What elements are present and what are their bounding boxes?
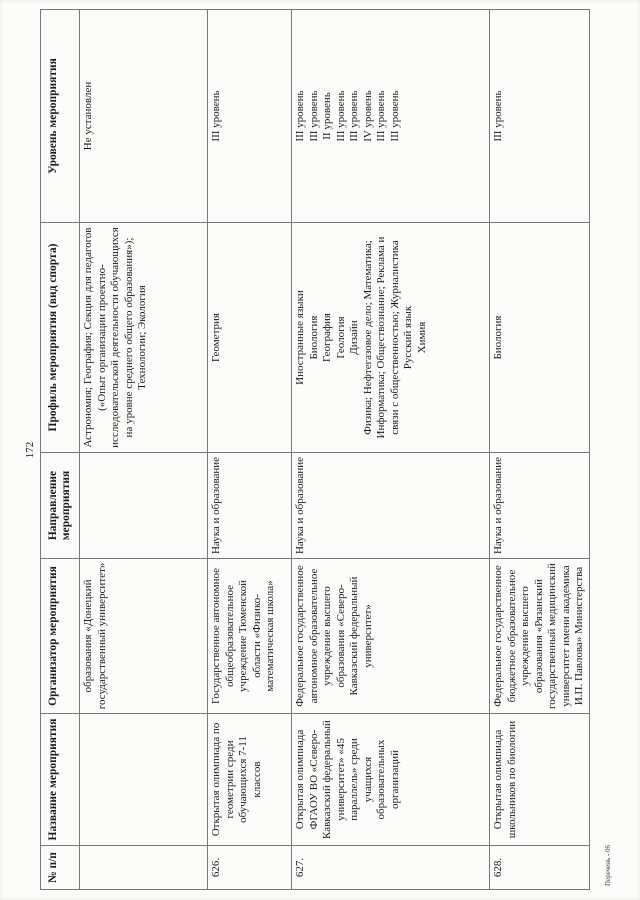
header-level: Уровень мероприятия: [41, 10, 80, 223]
level-item: IV уровень: [361, 90, 374, 142]
profile-item: Иностранные языки: [294, 290, 306, 385]
level-item: III уровень: [388, 90, 401, 142]
cell-name: Открытая олимпиада школьников по биологии: [490, 714, 590, 846]
cell-level: [208, 10, 292, 223]
profile-item: Дизайн: [348, 320, 360, 355]
level-item: III уровень: [348, 90, 360, 142]
table-body: [80, 10, 590, 890]
cell-num: 628.: [490, 846, 590, 890]
level-item: II уровень: [321, 92, 333, 140]
level-item: III уровень: [294, 90, 306, 142]
cell-profile: [292, 223, 490, 453]
header-organizer: Организатор мероприятия: [41, 559, 80, 714]
profile-item: Биология: [307, 315, 320, 360]
cell-num: 627.: [292, 846, 490, 890]
profile-item: Геометрия: [210, 313, 222, 362]
page-number: 172: [24, 441, 36, 459]
header-name: Название мероприятия: [41, 714, 80, 846]
level-item: III уровень: [307, 90, 320, 142]
footer-note: Перечень - 06: [604, 845, 612, 886]
table-header-row: [41, 10, 80, 890]
cell-name: [80, 714, 208, 846]
cell-num: [80, 846, 208, 890]
rotated-content: [20, 10, 620, 890]
profile-item: Геология: [334, 316, 347, 359]
table-row: [490, 10, 590, 890]
cell-organizer: Федеральное государственное бюджетное образовательное учреждение высшего образования «Рязанский государственный медицинский университет имени академика И.П. Павлова» Министерства: [490, 559, 590, 714]
cell-organizer: Государственное автономное общеобразовательное учреждение Тюменской области «Физико-математическая школа»: [208, 559, 292, 714]
profile-item: География: [321, 313, 333, 362]
level-item: III уровень: [334, 90, 347, 142]
cell-profile: [490, 223, 590, 453]
table-row: [292, 10, 490, 890]
table-row: [80, 10, 208, 890]
profile-item: Астрономия; География; Секция для педагогов («Опыт организации проектно-исследовательской деятельности обучающихся на уровне среднего общего образования»); Технологии; Экология: [82, 227, 148, 448]
cell-direction: [80, 453, 208, 559]
header-profile: Профиль мероприятия (вид спорта): [41, 223, 80, 453]
cell-name: Открытая олимпиада ФГАОУ ВО «Северо-Кавказский федеральный университет» «45 параллель» среди учащихся образовательных организаций: [292, 714, 490, 846]
events-table: [40, 9, 590, 890]
cell-name: Открытая олимпиада по геометрии среди обучающихся 7-11 классов: [208, 714, 292, 846]
cell-organizer: образования «Донецкий государственный университет»: [80, 559, 208, 714]
cell-num: 626.: [208, 846, 292, 890]
table-row: [208, 10, 292, 890]
level-item: Не установлен: [82, 81, 94, 151]
cell-profile: [208, 223, 292, 453]
cell-level: [80, 10, 208, 223]
profile-item: Русский язык: [402, 305, 414, 370]
cell-direction: Наука и образование: [208, 453, 292, 559]
level-item: III уровень: [492, 90, 504, 142]
level-item: III уровень: [210, 90, 222, 142]
level-item: III уровень: [375, 90, 387, 142]
cell-direction: Наука и образование: [490, 453, 590, 559]
cell-direction: Наука и образование: [292, 453, 490, 559]
profile-item: Биология: [492, 315, 504, 360]
profile-item: Физика; Нефтегазовое дело; Математика; Информатика; Обществознание; Реклама и связи с общественностью; Журналистика: [361, 236, 401, 439]
cell-profile: [80, 223, 208, 453]
cell-organizer: Федеральное государственное автономное образовательное учреждение высшего образования «Северо-Кавказский федеральный университет»: [292, 559, 490, 714]
cell-level: [292, 10, 490, 223]
header-num: № п/п: [41, 846, 80, 890]
header-direction: Направление мероприятия: [41, 453, 80, 559]
profile-item: Химия: [415, 321, 428, 354]
cell-level: [490, 10, 590, 223]
